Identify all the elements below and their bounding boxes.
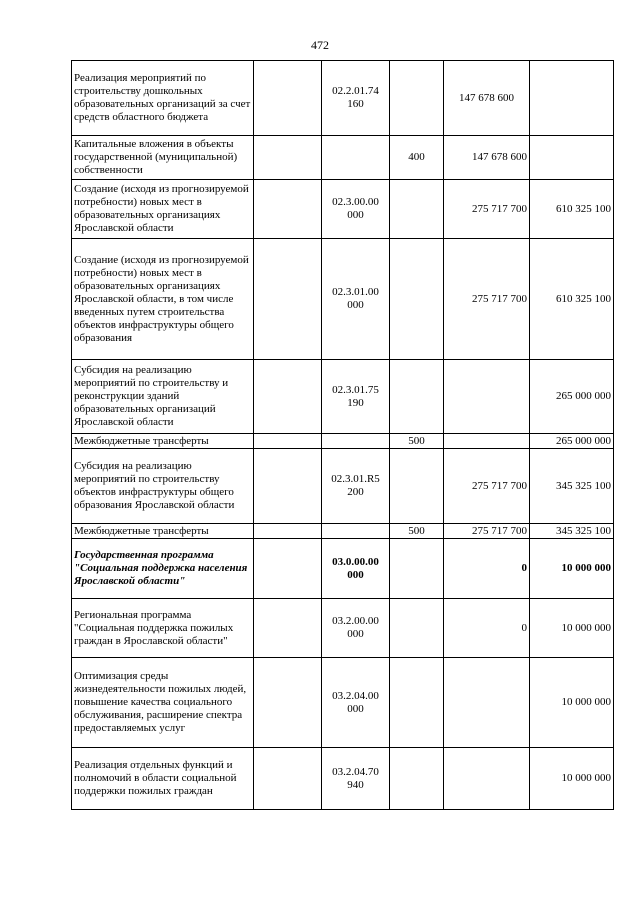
row-sum-2: 10 000 000 bbox=[530, 539, 614, 599]
row-empty-cell bbox=[254, 360, 322, 434]
row-code: 02.3.01.00 000 bbox=[322, 239, 390, 360]
row-code: 02.2.01.74 160 bbox=[322, 61, 390, 136]
row-code bbox=[322, 136, 390, 180]
row-code: 02.3.00.00 000 bbox=[322, 180, 390, 239]
row-sum-1: 275 717 700 bbox=[444, 449, 530, 524]
table-row bbox=[72, 360, 614, 434]
table-row bbox=[72, 748, 614, 810]
row-type: 400 bbox=[390, 136, 444, 180]
row-code: 03.2.00.00 000 bbox=[322, 599, 390, 658]
row-sum-2: 265 000 000 bbox=[530, 360, 614, 434]
row-empty-cell bbox=[254, 136, 322, 180]
row-type bbox=[390, 539, 444, 599]
row-type bbox=[390, 61, 444, 136]
row-sum-2: 10 000 000 bbox=[530, 658, 614, 748]
row-sum-1 bbox=[444, 658, 530, 748]
row-sum-2 bbox=[530, 136, 614, 180]
row-sum-2: 345 325 100 bbox=[530, 524, 614, 539]
row-name: Межбюджетные трансферты bbox=[72, 434, 254, 449]
row-empty-cell bbox=[254, 61, 322, 136]
row-empty-cell bbox=[254, 539, 322, 599]
table-row bbox=[72, 180, 614, 239]
row-empty-cell bbox=[254, 599, 322, 658]
table-row bbox=[72, 449, 614, 524]
table-row bbox=[72, 61, 614, 136]
row-name: Капитальные вложения в объекты государственной (муниципальной) собственности bbox=[72, 136, 254, 180]
table-row bbox=[72, 239, 614, 360]
row-name: Создание (исходя из прогнозируемой потребности) новых мест в образовательных организациях Ярославской области bbox=[72, 180, 254, 239]
row-sum-2: 10 000 000 bbox=[530, 748, 614, 810]
row-code: 02.3.01.75 190 bbox=[322, 360, 390, 434]
row-empty-cell bbox=[254, 180, 322, 239]
row-sum-1: 147 678 600 bbox=[444, 136, 530, 180]
row-empty-cell bbox=[254, 658, 322, 748]
row-code: 03.2.04.70 940 bbox=[322, 748, 390, 810]
row-name: Межбюджетные трансферты bbox=[72, 524, 254, 539]
row-type bbox=[390, 180, 444, 239]
row-type bbox=[390, 748, 444, 810]
row-sum-1: 0 bbox=[444, 599, 530, 658]
row-type bbox=[390, 239, 444, 360]
row-sum-1: 275 717 700 bbox=[444, 239, 530, 360]
row-type bbox=[390, 599, 444, 658]
row-empty-cell bbox=[254, 449, 322, 524]
row-name: Оптимизация среды жизнедеятельности пожилых людей, повышение качества социального обслуживания, расширение спектра предоставляемых услуг bbox=[72, 658, 254, 748]
row-code bbox=[322, 524, 390, 539]
row-sum-1: 275 717 700 bbox=[444, 180, 530, 239]
row-empty-cell bbox=[254, 239, 322, 360]
row-type bbox=[390, 360, 444, 434]
row-name: Региональная программа "Социальная поддержка пожилых граждан в Ярославской области" bbox=[72, 599, 254, 658]
table-row bbox=[72, 434, 614, 449]
row-type: 500 bbox=[390, 434, 444, 449]
row-empty-cell bbox=[254, 748, 322, 810]
row-type bbox=[390, 658, 444, 748]
row-sum-2 bbox=[530, 61, 614, 136]
row-sum-2: 10 000 000 bbox=[530, 599, 614, 658]
row-sum-1: 147 678 600 bbox=[444, 61, 530, 136]
row-code: 03.0.00.00 000 bbox=[322, 539, 390, 599]
budget-table bbox=[71, 60, 614, 810]
row-type bbox=[390, 449, 444, 524]
table-row bbox=[72, 524, 614, 539]
row-sum-2: 610 325 100 bbox=[530, 180, 614, 239]
row-sum-2: 345 325 100 bbox=[530, 449, 614, 524]
row-code: 03.2.04.00 000 bbox=[322, 658, 390, 748]
row-name: Создание (исходя из прогнозируемой потребности) новых мест в образовательных организациях Ярославской области, в том числе введенных путем строительства объектов инфраструктуры общего образования bbox=[72, 239, 254, 360]
row-name: Субсидия на реализацию мероприятий по строительству и реконструкции зданий образовательных организаций Ярославской области bbox=[72, 360, 254, 434]
page-number: 472 bbox=[311, 38, 329, 52]
row-name: Реализация отдельных функций и полномочий в области социальной поддержки пожилых граждан bbox=[72, 748, 254, 810]
row-type: 500 bbox=[390, 524, 444, 539]
row-name: Субсидия на реализацию мероприятий по строительству объектов инфраструктуры общего образования Ярославской области bbox=[72, 449, 254, 524]
row-empty-cell bbox=[254, 434, 322, 449]
row-code bbox=[322, 434, 390, 449]
row-sum-2: 265 000 000 bbox=[530, 434, 614, 449]
table-row bbox=[72, 599, 614, 658]
row-sum-1 bbox=[444, 434, 530, 449]
row-sum-2: 610 325 100 bbox=[530, 239, 614, 360]
row-sum-1: 0 bbox=[444, 539, 530, 599]
table-row bbox=[72, 136, 614, 180]
row-sum-1 bbox=[444, 360, 530, 434]
table-row bbox=[72, 539, 614, 599]
row-sum-1: 275 717 700 bbox=[444, 524, 530, 539]
row-code: 02.3.01.R5 200 bbox=[322, 449, 390, 524]
row-name: Государственная программа "Социальная поддержка населения Ярославской области" bbox=[72, 539, 254, 599]
table-row bbox=[72, 658, 614, 748]
row-sum-1 bbox=[444, 748, 530, 810]
row-name: Реализация мероприятий по строительству дошкольных образовательных организаций за счет средств областного бюджета bbox=[72, 61, 254, 136]
row-empty-cell bbox=[254, 524, 322, 539]
